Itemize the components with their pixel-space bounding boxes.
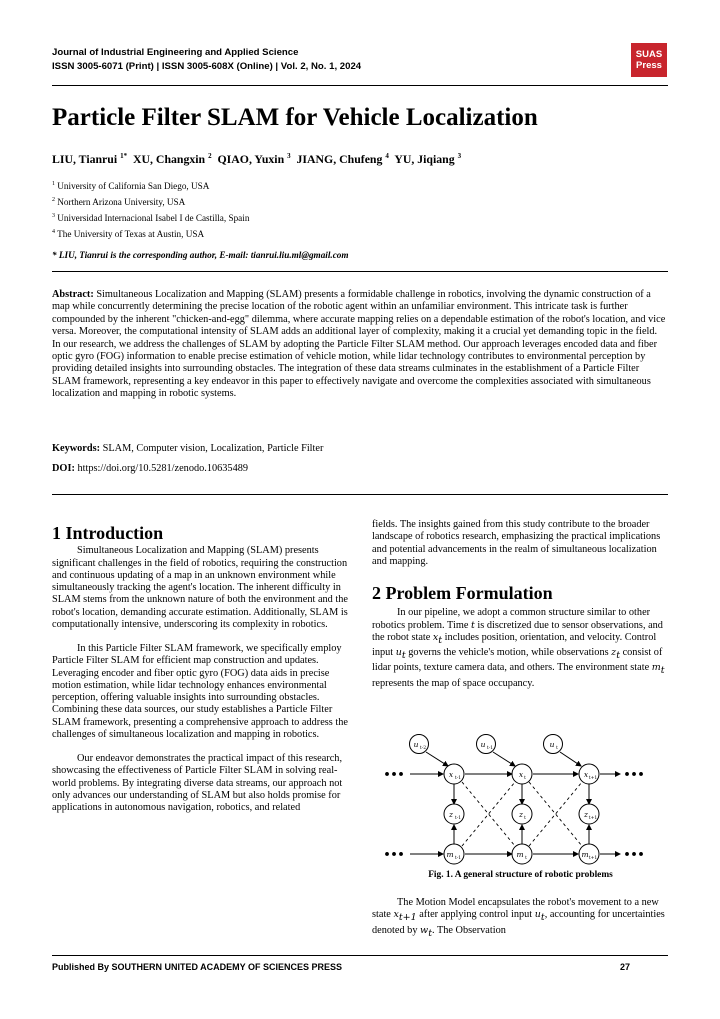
node-u-t-2 bbox=[410, 735, 429, 754]
affiliations bbox=[52, 177, 249, 241]
author-name: YU, Jiqiang bbox=[394, 152, 455, 166]
journal-name: Journal of Industrial Engineering and Applied Science bbox=[52, 47, 299, 58]
footer-rule bbox=[52, 955, 668, 956]
author-name: QIAO, Yuxin bbox=[217, 152, 285, 166]
header-rule bbox=[52, 85, 668, 86]
svg-text:t+1: t+1 bbox=[588, 856, 598, 861]
svg-text:t: t bbox=[524, 816, 526, 821]
logo-line-2: Press bbox=[636, 60, 662, 71]
svg-text:t+1: t+1 bbox=[588, 816, 598, 821]
paragraph: The Motion Model encapsulates the robot's movement to a new state $x_{t+1}$ after applying control input $u_t$, accounting for uncertainties denoted by $w_t$. The Observation bbox=[372, 897, 665, 939]
node-m-t+1 bbox=[579, 844, 599, 864]
affiliation: $^3$ Universidad Internacional Isabel I de Castilla, Spain bbox=[52, 213, 250, 224]
author-name: JIANG, Chufeng bbox=[296, 152, 383, 166]
abstract-text: Simultaneous Localization and Mapping (SLAM) presents a formidable challenge in robotics, involving the dynamic construction of a map while concurrently determining the precise location of the robotic agent within an unfamiliar environment. This intricate task is further compounded by the inherent "chicken-and-egg" dilemma, where accurate mapping relies on a dependable estimation of the robot's location, and vice versa. Moreover, the computational intensity of SLAM adds an additional layer of complexity, making it a crucial yet demanding topic in the field. In our research, we address the challenges of SLAM by adopting the Particle Filter SLAM method. Our approach leverages encoded data and fiber optic gyro (FOG) information to enable precise estimation of vehicle motion, while lidar technology contributes to environmental perception by providing detailed insights into surrounding obstacles. The integration of these data streams culminates in the establishment of a Particle Filter SLAM framework, representing a key endeavor in this paper to effectively navigate and overcome the complexities associated with simultaneous localization and mapping in robotic systems. bbox=[52, 289, 666, 400]
svg-text:u: u bbox=[480, 740, 486, 749]
paper-title: Particle Filter SLAM for Vehicle Localization bbox=[52, 104, 538, 131]
paragraph: In our pipeline, we adopt a common structure similar to other robotics problem. Time t is discretized due to sensor observations, and the robot state $x_t$ includes position, orientation, and velocity. Control input $u_t$ governs the vehicle's motion, while observations $z_t$ consist of lidar points, texture camera data, and others. The environment state $m_t$ represents the map of space occupancy. bbox=[372, 607, 665, 689]
corresponding-author: * LIU, Tianrui is the corresponding author, E-mail: tianrui.liu.ml@gmail.com bbox=[52, 250, 349, 260]
page-number: 27 bbox=[620, 962, 631, 972]
author-sup: 1* bbox=[120, 152, 128, 161]
doi-link[interactable]: https://doi.org/10.5281/zenodo.10635489 bbox=[77, 463, 249, 474]
svg-text:x: x bbox=[583, 770, 589, 779]
svg-text:t: t bbox=[556, 746, 558, 751]
keywords bbox=[52, 443, 323, 454]
section-heading: 2 Problem Formulation bbox=[372, 583, 553, 603]
doi-label: DOI: bbox=[52, 463, 75, 474]
figure-caption: Fig. 1. A general structure of robotic problems bbox=[428, 870, 613, 880]
author-sup: 4 bbox=[385, 152, 389, 161]
node-x-t-1 bbox=[444, 764, 464, 784]
node-z-t bbox=[512, 804, 532, 824]
svg-text:t-1: t-1 bbox=[486, 746, 494, 751]
svg-text:z: z bbox=[519, 810, 523, 819]
svg-text:u: u bbox=[549, 740, 555, 749]
ellipsis-left-top: ••• bbox=[383, 768, 405, 781]
affiliation: $^1$ University of California San Diego, USA bbox=[52, 181, 210, 192]
svg-text:t-1: t-1 bbox=[454, 856, 462, 861]
abstract bbox=[52, 289, 668, 401]
node-m-t-1 bbox=[444, 844, 464, 864]
keywords-text: SLAM, Computer vision, Localization, Particle Filter bbox=[102, 443, 324, 454]
svg-text:t-1: t-1 bbox=[454, 776, 462, 781]
affiliation: $^2$ Northern Arizona University, USA bbox=[52, 197, 186, 208]
author-sup: 3 bbox=[287, 152, 291, 161]
svg-text:x: x bbox=[448, 770, 454, 779]
svg-text:m: m bbox=[446, 850, 454, 859]
svg-text:t: t bbox=[524, 776, 526, 781]
node-z-t+1 bbox=[579, 804, 599, 824]
node-u-t bbox=[544, 735, 563, 754]
paragraph: Our endeavor demonstrates the practical impact of this research, showcasing the effectiveness of Particle Filter SLAM in solving real-world problems. By integrating diverse data streams, our approach not only advances our understanding of SLAM but also holds promise for applications in autonomous navigation, robotics, and related bbox=[52, 753, 343, 813]
svg-text:m: m bbox=[581, 850, 589, 859]
svg-text:z: z bbox=[449, 810, 453, 819]
author-list bbox=[52, 152, 461, 167]
suas-press-logo bbox=[631, 43, 667, 77]
paragraph: Simultaneous Localization and Mapping (SLAM) presents significant challenges in the field of robotics, requiring the construction and continuous updating of a map in an unknown environment while simultaneously tracking the agent's location. The inherent difficulty in SLAM stems from the unknown nature of both the environment and the robot's location, demanding accurate estimation. Additionally, SLAM is computationally intensive, underscoring its complexity in robotics. bbox=[52, 545, 348, 630]
abstract-label: Abstract: bbox=[52, 289, 94, 300]
right-column-bottom bbox=[372, 897, 669, 940]
author-sup: 3 bbox=[457, 152, 462, 161]
svg-text:t-1: t-1 bbox=[454, 816, 462, 821]
node-m-t bbox=[512, 844, 532, 864]
section-heading: 1 Introduction bbox=[52, 523, 164, 543]
doi bbox=[52, 463, 248, 474]
abstract-bottom-rule bbox=[52, 494, 668, 495]
affiliation: $^4$ The University of Texas at Austin, USA bbox=[52, 229, 205, 240]
svg-text:u: u bbox=[413, 740, 419, 749]
footer-publisher: Published By SOUTHERN UNITED ACADEMY OF SCIENCES PRESS bbox=[52, 962, 343, 972]
logo-line-1: SUAS bbox=[635, 49, 663, 60]
node-u-t-1 bbox=[477, 735, 496, 754]
journal-header bbox=[52, 46, 361, 74]
svg-text:x: x bbox=[518, 770, 524, 779]
left-column bbox=[52, 523, 349, 814]
keywords-label: Keywords: bbox=[52, 443, 101, 454]
issn-line: ISSN 3005-6071 (Print) | ISSN 3005-608X (Online) | Vol. 2, No. 1, 2024 bbox=[52, 61, 362, 72]
paragraph: In this Particle Filter SLAM framework, we specifically employ Particle Filter SLAM for efficient map construction and updates. Leveraging encoder and fiber optic gyro (FOG) data aids in precise motion estimation, while lidar technology enhances environmental perception, offering valuable insights into surrounding obstacles. Combining these data sources, our study establishes a Particle Filter SLAM framework, presenting a comprehensive approach to address the challenges of simultaneous localization and mapping in robotics. bbox=[52, 643, 348, 740]
author-name: XU, Changxin bbox=[133, 152, 206, 166]
right-column bbox=[372, 519, 669, 690]
author-name: LIU, Tianrui bbox=[52, 152, 118, 166]
svg-text:t-2: t-2 bbox=[419, 746, 427, 751]
robotic-structure-figure bbox=[372, 730, 669, 868]
node-x-t+1 bbox=[579, 764, 599, 784]
node-x-t bbox=[512, 764, 532, 784]
svg-text:m: m bbox=[516, 850, 524, 859]
ellipsis-right-top: ••• bbox=[623, 768, 645, 781]
author-sup: 2 bbox=[208, 152, 212, 161]
paragraph: fields. The insights gained from this study contribute to the broader landscape of robotics research, emphasizing the practical implications and potential advancements in the realm of simultaneous localization and mapping. bbox=[372, 519, 661, 567]
svg-text:t: t bbox=[525, 856, 527, 861]
abstract-top-rule bbox=[52, 271, 668, 272]
node-z-t-1 bbox=[444, 804, 464, 824]
svg-text:t+1: t+1 bbox=[588, 776, 598, 781]
ellipsis-left-bottom: ••• bbox=[383, 848, 405, 861]
ellipsis-right-bottom: ••• bbox=[623, 848, 645, 861]
svg-text:z: z bbox=[584, 810, 588, 819]
